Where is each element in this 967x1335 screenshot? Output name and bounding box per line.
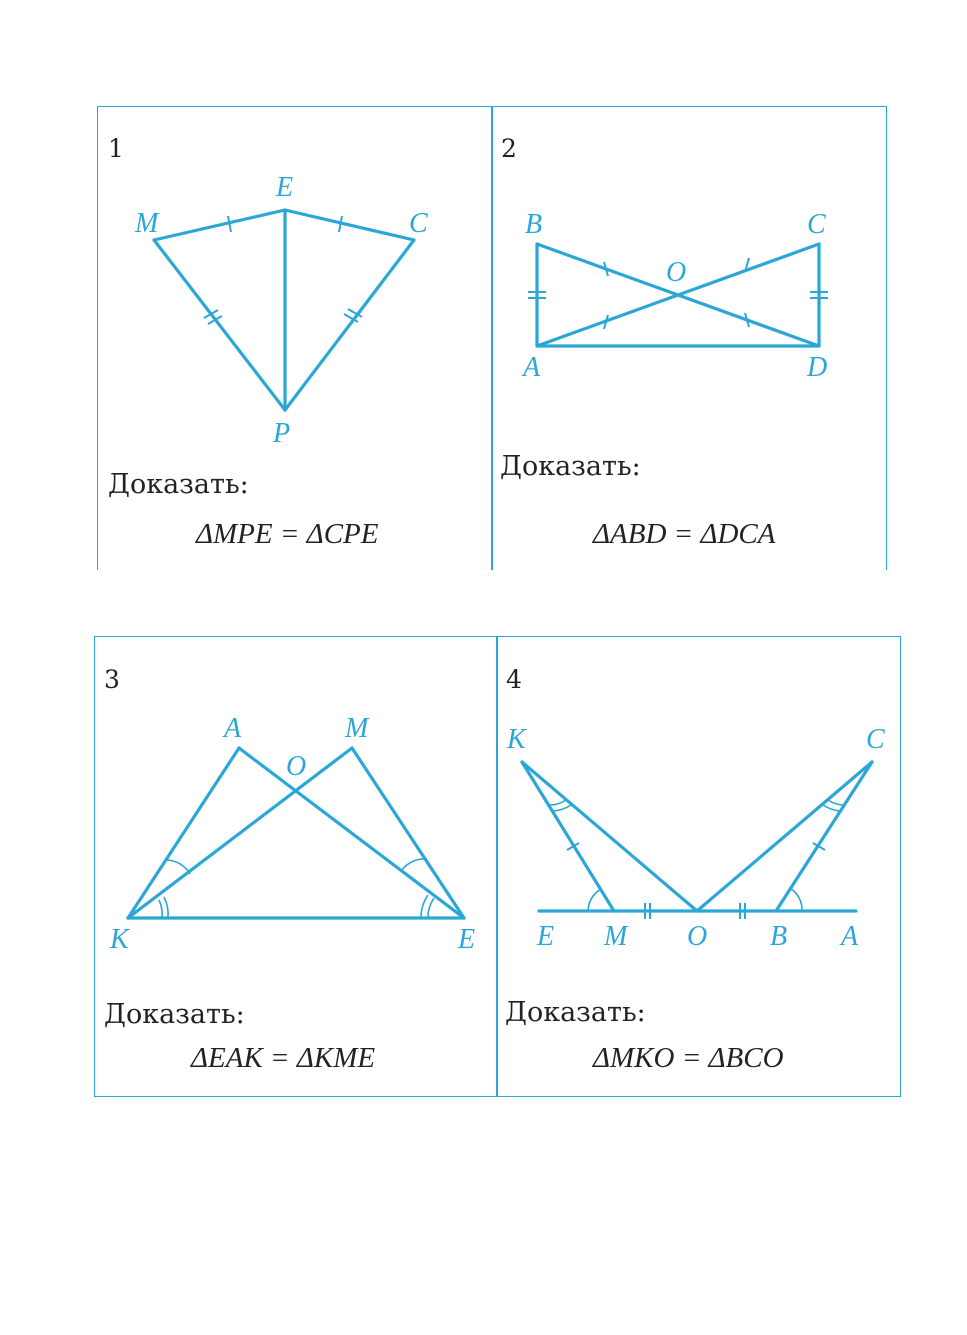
angle-arc-C-1 bbox=[828, 800, 846, 805]
angle-arc-B bbox=[790, 888, 802, 911]
task-number: 2 bbox=[501, 134, 517, 163]
segment-KM bbox=[128, 748, 352, 918]
segment-AE bbox=[239, 748, 464, 918]
angle-arc-E-2 bbox=[428, 898, 434, 918]
point-label: A bbox=[523, 352, 541, 383]
point-label: D bbox=[807, 352, 828, 383]
task-number: 4 bbox=[506, 665, 522, 694]
prove-label: Доказать: bbox=[500, 451, 641, 482]
figure-3 bbox=[109, 713, 475, 955]
point-label: C bbox=[807, 209, 826, 240]
point-label: A bbox=[224, 713, 242, 744]
segment-MP bbox=[154, 240, 285, 410]
prove-label: Доказать: bbox=[108, 469, 249, 500]
segment-CP bbox=[285, 240, 414, 410]
point-label: E bbox=[458, 924, 476, 955]
figure-4 bbox=[506, 724, 885, 952]
point-label: M bbox=[604, 921, 628, 952]
segment-ME bbox=[352, 748, 464, 918]
task-number: 3 bbox=[104, 665, 120, 694]
angle-arc-K-2 bbox=[159, 900, 162, 918]
point-label: A bbox=[841, 921, 859, 952]
task-number: 1 bbox=[108, 134, 124, 163]
statement: ΔMKO = ΔBCO bbox=[593, 1042, 784, 1074]
statement: ΔMPE = ΔCPE bbox=[196, 518, 379, 550]
angle-arc-M bbox=[402, 859, 427, 870]
statement: ΔABD = ΔDCA bbox=[593, 518, 776, 550]
point-label: K bbox=[507, 724, 526, 755]
statement: ΔEAK = ΔKME bbox=[191, 1042, 376, 1074]
angle-arc-K-1 bbox=[164, 897, 168, 918]
angle-arc-E-1 bbox=[421, 895, 428, 918]
angle-arc-K-1 bbox=[548, 800, 566, 805]
point-label: M bbox=[345, 713, 369, 744]
point-label: B bbox=[770, 921, 788, 952]
point-label: P bbox=[273, 418, 291, 449]
point-label: E bbox=[537, 921, 555, 952]
segment-KO bbox=[522, 762, 697, 911]
prove-label: Доказать: bbox=[104, 999, 245, 1030]
figure-1 bbox=[134, 172, 428, 449]
point-label: O bbox=[286, 751, 307, 782]
segment-CO bbox=[697, 762, 872, 911]
prove-label: Доказать: bbox=[505, 997, 646, 1028]
point-label: E bbox=[276, 172, 294, 203]
segment-KA bbox=[128, 748, 239, 918]
point-label: M bbox=[135, 208, 159, 239]
point-label: B bbox=[525, 209, 543, 240]
angle-arc-M bbox=[588, 889, 601, 911]
point-label: O bbox=[687, 921, 708, 952]
angle-arc-K-2 bbox=[552, 805, 571, 811]
tick-MP-1 bbox=[204, 310, 218, 318]
point-label: K bbox=[110, 924, 129, 955]
figure-2 bbox=[521, 209, 828, 383]
point-label: O bbox=[666, 257, 687, 288]
point-label: C bbox=[409, 208, 428, 239]
point-label: C bbox=[866, 724, 885, 755]
angle-arc-C-2 bbox=[823, 805, 842, 811]
